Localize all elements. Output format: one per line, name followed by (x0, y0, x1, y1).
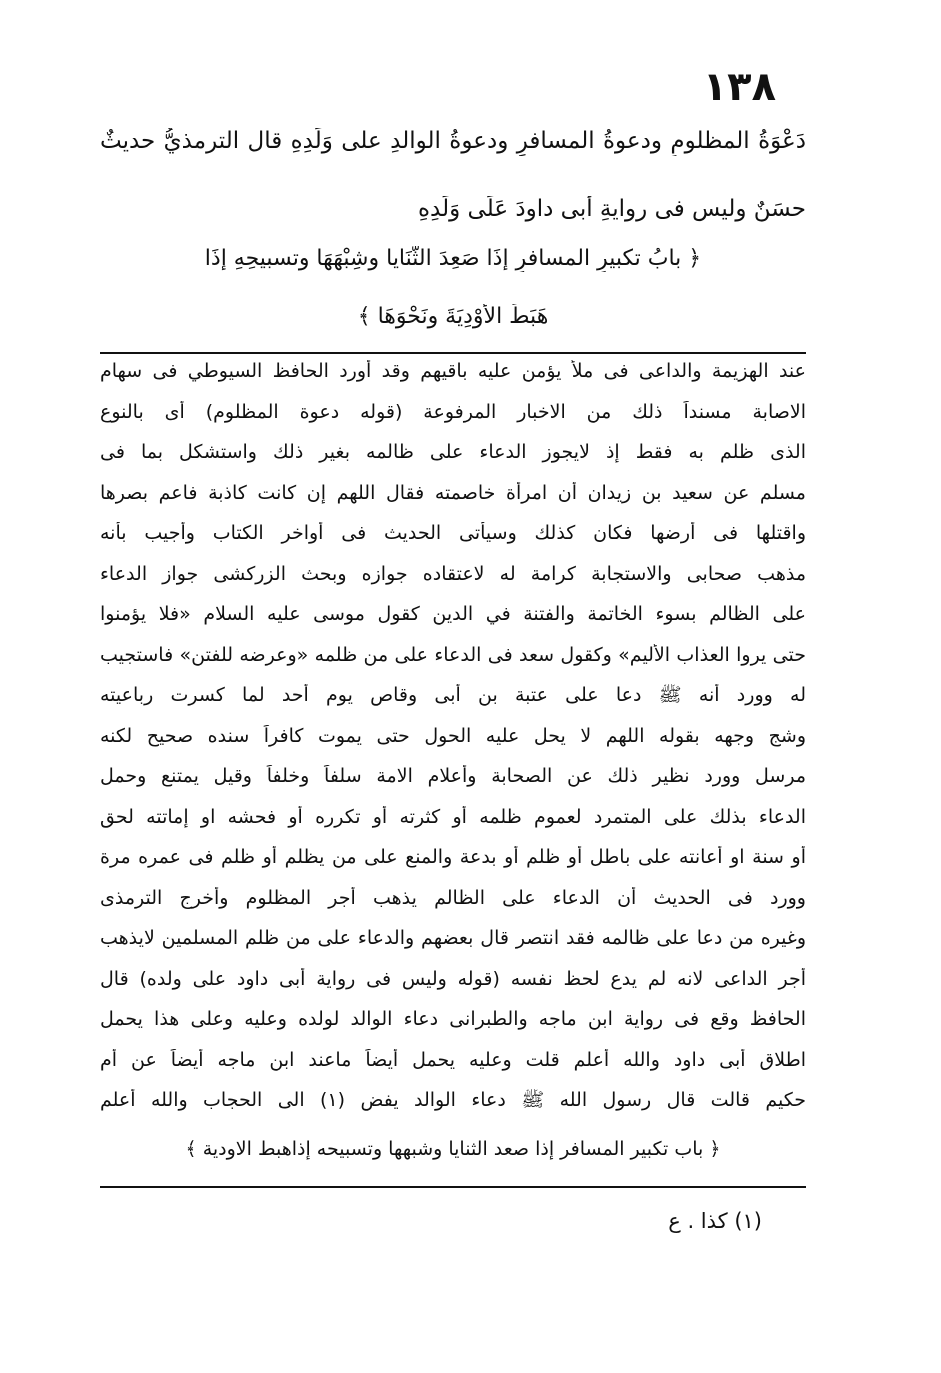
commentary-line: أجر الداعى لانه لم يدع لحظ نفسه (قوله وليس فى رواية أبى داود على ولده) قال (100, 968, 806, 990)
commentary-line: على الظالم بسوء الخاتمة والفتنة في الدين كقول موسى عليه السلام «فلا يؤمنوا (100, 603, 806, 625)
page-number: ١٣٨ (702, 64, 776, 110)
footnote-divider (100, 1186, 806, 1188)
commentary-line: وغيره من دعا على ظالمه فقد انتصر قال بعضهم والدعاء على من ظلم المسلمين لايذهب (100, 927, 806, 949)
commentary-heading-line: ﴿ باب تكبير المسافر إذا صعد الثنايا وشبهها وتسبيحه إذاهبط الاودية ﴾ (185, 1138, 721, 1160)
commentary-line: عند الهزيمة والداعى فى ملأ يؤمن عليه باقيهم وقد أورد الحافظ السيوطي فى سهام (100, 360, 806, 382)
commentary-line: له وورد أنه ﷺ دعا على عتبة بن أبى وقاص يوم أحد لما كسرت رباعيته (100, 684, 806, 706)
main-text-line: حسَنٌ وليس فى روايةِ أبى داودَ عَلَى وَلَدِهِ (418, 196, 806, 222)
commentary-line: حكيم قالت قال رسول الله ﷺ دعاء الوالد يفض (١) الى الحجاب والله أعلم (100, 1089, 806, 1111)
chapter-heading-line: هَبَطَ الأَوْدِيَةَ ونَحْوَهَا ﴾ (357, 304, 549, 329)
chapter-heading-line: ﴿ بابُ تكبيرِ المسافرِ إذَا صَعِدَ الثَّنَايا وشِبْهَهَا وتسبيحِهِ إذَا (204, 246, 702, 271)
commentary-line: مسلم عن سعيد بن زيدان أن امرأة خاصمته فقال اللهم إن كانت كاذبة فاعم بصرها (100, 482, 806, 504)
footnote: (١) كذا . ع (668, 1209, 762, 1233)
commentary-line: واقتلها فى أرضها فكان كذلك وسيأتى الحديث فى أواخر الكتاب وأجيب بأنه (100, 522, 806, 544)
main-text-line: دَعْوَةُ المظلومِ ودعوةُ المسافرِ ودعوةُ الوالدِ على وَلَدِهِ قال الترمذيُّ حديثٌ (100, 128, 806, 154)
commentary-line: مذهب صحابى والاستجابة كرامة له لاعتقاده جوازه وبحث الزركشى جواز الدعاء (100, 563, 806, 585)
commentary-line: الذى ظلم به فقط إذ لايجوز الدعاء على ظالمه بغير ذلك واستشكل بما فى (100, 441, 806, 463)
commentary-line: الحافظ وقع فى رواية ابن ماجه والطبرانى دعاء الوالد لولده وعليه وعلى هذا يحمل (100, 1008, 806, 1030)
commentary-line: وورد فى الحديث أن الدعاء على الظالم يذهب أجر المظلوم وأخرج الترمذى (100, 887, 806, 909)
commentary-line: حتى يروا العذاب الأليم» وكقول سعد فى الدعاء على من ظلمه «وعرضه للفتن» فاستجيب (100, 644, 806, 666)
commentary-line: الاصابة مسنداً ذلك من الاخبار المرفوعة (قوله دعوة المظلوم) أى بالنوع (100, 401, 806, 423)
commentary-line: أو سنة او أعانته على باطل أو ظلم أو بدعة والمنع على من يظلم أو ظلم فى عمره مرة (100, 846, 806, 868)
commentary-line: مرسل وورد نظير ذلك عن الصحابة وأعلام الامة سلفاً وخلفاً وقيل يمتنع وحمل (100, 765, 806, 787)
commentary-line: الدعاء بذلك على المتمرد لعموم ظلمه أو كثرته أو تكرره أو فحشه او إماتته لحق (100, 806, 806, 828)
commentary-line: وشج وجهه بقوله اللهم لا يحل عليه الحول حتى يموت كافراً سنده صحيح لكنه (100, 725, 806, 747)
commentary-line: اطلاق أبى داود والله أعلم قلت وعليه يحمل أيضاً ماعند ابن ماجه أيضاً عن أم (100, 1049, 806, 1071)
top-divider (100, 352, 806, 354)
